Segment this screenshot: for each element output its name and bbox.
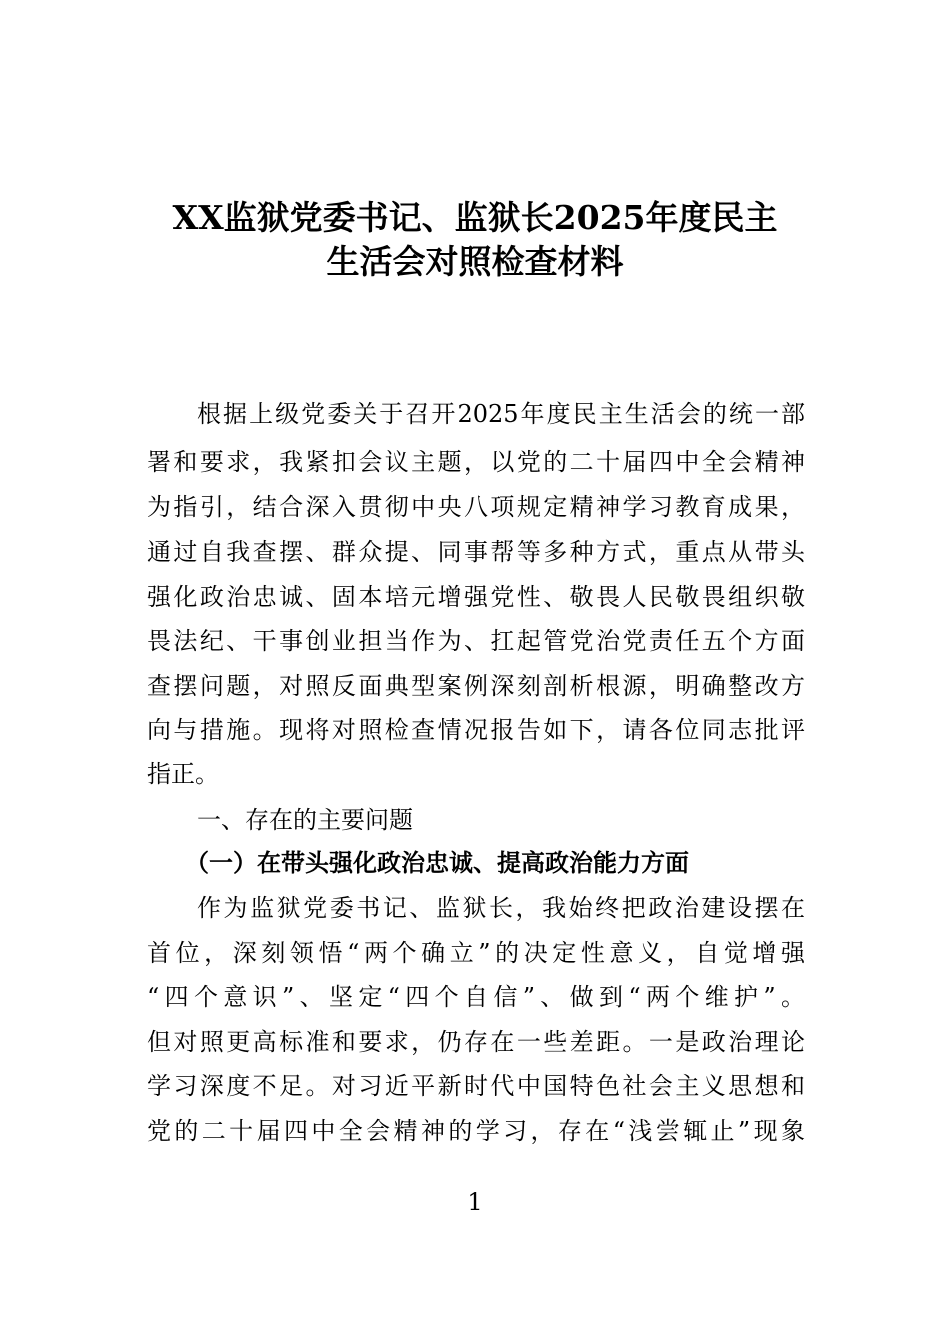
intro-paragraph-line: 向与措施。现将对照检查情况报告如下，请各位同志批评 (147, 716, 805, 744)
intro-paragraph-line: 为指引，结合深入贯彻中央八项规定精神学习教育成果， (147, 493, 805, 521)
intro-paragraph-line: 畏法纪、干事创业担当作为、扛起管党治党责任五个方面 (147, 627, 805, 655)
intro-paragraph-line: 署和要求，我紧扣会议主题，以党的二十届四中全会精神 (147, 448, 805, 476)
subsection-heading: （一）在带头强化政治忠诚、提高政治能力方面 (185, 848, 689, 877)
body-paragraph-line: 首位，深刻领悟“两个确立”的决定性意义，自觉增强 (147, 939, 805, 967)
body-paragraph-line: 学习深度不足。对习近平新时代中国特色社会主义思想和 (147, 1072, 805, 1100)
section-heading: 一、存在的主要问题 (197, 806, 413, 834)
body-paragraph-line: 但对照更高标准和要求，仍存在一些差距。一是政治理论 (147, 1028, 805, 1056)
body-paragraph-line: 作为监狱党委书记、监狱长，我始终把政治建设摆在 (197, 894, 805, 922)
body-paragraph-line: “四个意识”、坚定“四个自信”、做到“两个维护”。 (147, 983, 805, 1011)
intro-paragraph-line: 根据上级党委关于召开2025年度民主生活会的统一部 (197, 400, 805, 428)
intro-paragraph-line: 强化政治忠诚、固本培元增强党性、敬畏人民敬畏组织敬 (147, 583, 805, 611)
intro-paragraph-line: 指正。 (147, 760, 219, 788)
body-paragraph-line: 党的二十届四中全会精神的学习，存在“浅尝辄止”现象 (147, 1117, 805, 1145)
intro-paragraph-line: 查摆问题，对照反面典型案例深刻剖析根源，明确整改方 (147, 672, 805, 700)
document-title-line-1: XX监狱党委书记、监狱长2025年度民主 (172, 198, 778, 237)
intro-paragraph-line: 通过自我查摆、群众提、同事帮等多种方式，重点从带头 (147, 538, 805, 566)
document-title-line-2: 生活会对照检查材料 (326, 242, 624, 281)
page-number: 1 (467, 1188, 483, 1216)
